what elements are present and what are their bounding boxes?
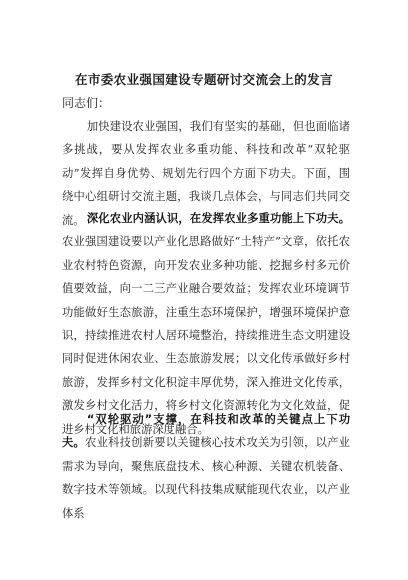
paragraph-lead: “双轮驱动”支撑，在科技和改革的关键点上下功夫。 xyxy=(62,413,350,450)
paragraph-agriculture-functions xyxy=(62,207,350,441)
document-title: 在市委农业强国建设专题研讨交流会上的发言 xyxy=(74,72,333,87)
salutation: 同志们： xyxy=(62,96,111,110)
paragraph-body: 农业科技创新要以关键核心技术攻关为引领，以产业需求为导向，聚焦底盘技术、核心种源、关键农机装备、数字技术等领域。以现代科技集成赋能现代农业，以产业体系 xyxy=(62,436,350,520)
paragraph-dual-drive xyxy=(62,408,350,525)
paragraph-body: 加快建设农业强国，我们有坚实的基础，但也面临诸多挑战，要从发挥农业多重功能、科技和改革“双轮驱动”发挥自身优势、规划先行四个方面下功夫。下面，围绕中心组研讨交流主题，我谈几点体会，与同志们共同交流。 xyxy=(62,120,350,227)
paragraph-lead: 深化农业内涵认识，在发挥农业多重功能上下功夫。 xyxy=(86,212,350,225)
paragraph-body: 农业强国建设要以产业化思路做好“土特产”文章，依托农业农村特色资源，向开发农业多种功能、挖掘乡村多元价值要效益，向一二三产业融合要效益；发挥农业环境调节功能做好生态旅游，注重生态环境保护，增强环境保护意识，持续推进农村人居环境整治，持续推进生态文明建设同时促进休闲农业、生态旅游发展；以文化传承做好乡村旅游，发挥乡村文化积淀丰厚优势，深入推进文化传承，激发乡村文化活力，将乡村文化资源转化为文化效益，促进乡村文化和旅游深度融合。 xyxy=(62,235,350,436)
